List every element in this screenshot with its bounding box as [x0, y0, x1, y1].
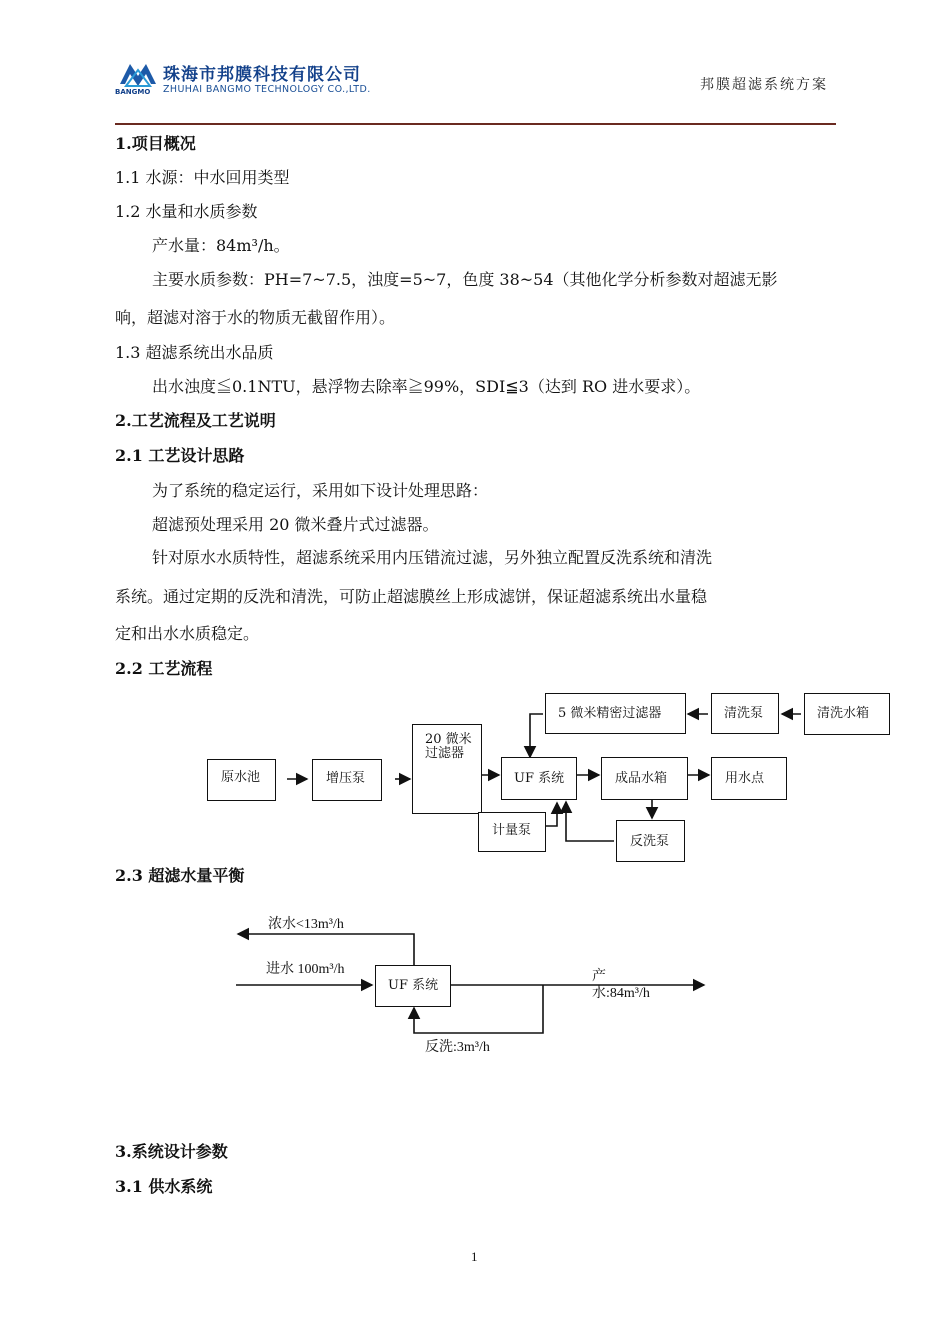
precision-filter-5um-label: 5 微米精密过滤器 [558, 706, 662, 721]
section-1-3: 1.3 超滤系统出水品质 [115, 343, 274, 362]
company-name-cn: 珠海市邦膜科技有限公司 [163, 65, 361, 85]
section-2-1-p2: 超滤预处理采用 20 微米叠片式过滤器。 [152, 515, 439, 534]
section-2-1: 2.1 工艺设计思路 [115, 446, 245, 465]
section-1-heading: 1.项目概况 [115, 134, 196, 153]
logo-brand-tag: BANGMO [115, 88, 151, 96]
cleaning-tank-label: 清洗水箱 [817, 706, 870, 721]
section-2-1-p1: 为了系统的稳定运行，采用如下设计处理思路： [152, 481, 489, 500]
section-1-2-params-line2: 响，超滤对溶于水的物质无截留作用）。 [115, 308, 396, 327]
use-point-label: 用水点 [725, 771, 765, 786]
document-title: 邦膜超滤系统方案 [700, 77, 828, 93]
backwash-flow-label: 反洗:3m³/h [425, 1040, 490, 1055]
inflow-label: 进水 100m³/h [266, 962, 345, 977]
page-number: 1 [471, 1249, 478, 1264]
booster-pump-label: 增压泵 [326, 771, 366, 786]
section-2-1-p3-line1: 针对原水水质特性，超滤系统采用内压错流过滤，另外独立配置反洗系统和清洗 [152, 548, 713, 567]
section-2-heading: 2.工艺流程及工艺说明 [115, 411, 276, 430]
product-tank-label: 成品水箱 [615, 771, 668, 786]
metering-pump-label: 计量泵 [492, 823, 532, 838]
product-flow-label-2: 水:84m³/h [592, 986, 650, 1001]
concentrate-flow-label: 浓水<13m³/h [268, 917, 344, 932]
product-flow-label-1: 产 [592, 969, 606, 984]
balance-uf-system-label: UF 系统 [388, 978, 439, 993]
filter-20um-label: 20 微米过滤器 [425, 732, 472, 761]
section-1-1: 1.1 水源：中水回用类型 [115, 168, 290, 187]
raw-water-pool-label: 原水池 [221, 770, 261, 785]
section-1-2-params-line1: 主要水质参数：PH=7~7.5，浊度=5~7，色度 38~54（其他化学分析参数对超滤无影 [152, 270, 778, 289]
cleaning-pump-label: 清洗泵 [724, 706, 764, 721]
section-2-1-p3-line3: 定和出水水质稳定。 [115, 624, 260, 643]
product-flow-clip [592, 984, 650, 1001]
section-1-3-quality: 出水浊度≦0.1NTU，悬浮物去除率≧99%，SDI≦3（达到 RO 进水要求）。 [152, 377, 701, 396]
section-1-2: 1.2 水量和水质参数 [115, 202, 258, 221]
section-2-1-p3-line2: 系统。通过定期的反洗和清洗，可防止超滤膜丝上形成滤饼，保证超滤系统出水量稳 [115, 587, 708, 606]
section-3-1: 3.1 供水系统 [115, 1177, 213, 1196]
section-1-2-output: 产水量：84m³/h。 [152, 236, 290, 255]
balance-uf-system-box [375, 965, 451, 1007]
section-2-3: 2.3 超滤水量平衡 [115, 866, 245, 885]
uf-system-label: UF 系统 [514, 771, 565, 786]
section-3-heading: 3.系统设计参数 [115, 1142, 228, 1161]
backwash-pump-label: 反洗泵 [630, 834, 670, 849]
section-2-2: 2.2 工艺流程 [115, 659, 213, 678]
company-name-en: ZHUHAI BANGMO TECHNOLOGY CO.,LTD. [163, 84, 371, 95]
